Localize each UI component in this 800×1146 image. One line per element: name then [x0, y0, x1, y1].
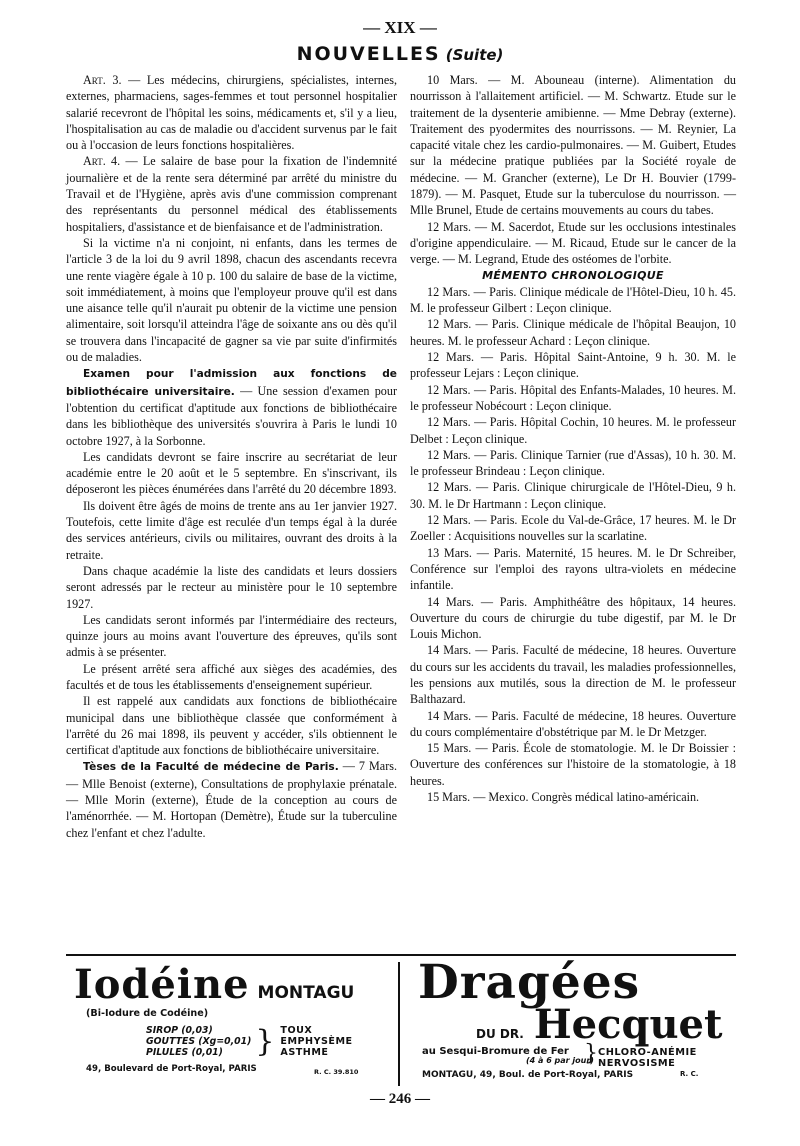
ads-divider: [398, 962, 400, 1086]
paragraph-text: — Le salaire de base pour la fixation de l'indemnité journalière et de la rente sera déterminé par arrêté du ministre du Travail et de l'Hygiène, après avis d'une commission comprenant des représentants du personnel médical des établissements hospitaliers, d'assistance et de bienfaisance et de l'administration.: [66, 154, 397, 234]
left-paragraph: [66, 661, 397, 694]
section-title: [0, 43, 800, 65]
memento-entry: 12 Mars. — Paris. Hôpital Cochin, 10 heures. M. le professeur Delbet : Leçon clinique.: [410, 415, 736, 446]
ad-iodeine-brand: Iodéine: [74, 961, 250, 1008]
memento-entry: 12 Mars. — Paris. Ecole du Val-de-Grâce, 17 heures. M. le Dr Zoeller : Acquisitions nouvelles sur la scarlatine.: [410, 513, 736, 544]
theses-paragraph: 12 Mars. — M. Sacerdot, Etude sur les occlusions intestinales d'origine appendiculaire. — M. Ricaud, Etude sur le cancer de la verge. — M. Legrand, Etude des ostéomes de l'orbite.: [410, 219, 736, 267]
ad-hecquet-name: Hecquet: [533, 1001, 723, 1048]
ad-hecquet-address: MONTAGU, 49, Boul. de Port-Royal, PARIS: [422, 1070, 634, 1080]
paragraph-text: Il est rappelé aux candidats aux fonctions de bibliothécaire municipal dans une bibliothèque classée que conformément à l'arrêté du 26 mai 1898, ils peuvent y accéder, s'ils obtiennent le certificat d'aptitude aux fonctions de bibliothécaire universitaire.: [66, 694, 397, 758]
dosage-gouttes: GOUTTES (Xg=0,01): [146, 1036, 252, 1047]
memento-entry: 14 Mars. — Paris. Faculté de médecine, 18 heures. Ouverture du cours complémentaire d'obstétrique par M. le Dr Metzger.: [410, 708, 736, 739]
memento-entry: 15 Mars. — Mexico. Congrès médical latino-américain.: [427, 790, 700, 805]
brace-icon: }: [255, 1024, 275, 1059]
left-paragraph: [66, 758, 397, 840]
title-nouvelles: NOUVELLES: [296, 43, 441, 65]
ad-dragees-hecquet: [418, 955, 738, 1088]
ad-du-dr: DU DR.: [476, 1027, 524, 1041]
memento-entry: 14 Mars. — Paris. Faculté de médecine, 18 heures. Ouverture du cours sur les accidents du travail, les maladies professionnelles, les pensions aux mutilés, sous la direction de M. le professeur Balthazard.: [410, 643, 736, 707]
memento-entry: 12 Mars. — Paris. Clinique médicale de l'hôpital Beaujon, 10 heures. M. le professeur Achard : Leçon clinique.: [410, 317, 736, 348]
memento-list: [410, 284, 736, 806]
memento-title: MÉMENTO CHRONOLOGIQUE: [482, 268, 664, 282]
dosage-pilules: PILULES (0,01): [146, 1047, 223, 1058]
paragraph-text: — Une session d'examen pour l'obtention du certificat d'aptitude aux fonctions de bibliothécaire dans les bibliothèque des universités s'ouvrira à Paris le lundi 10 octobre 1927, à la Sorbonne.: [66, 383, 397, 448]
left-paragraph: [66, 153, 397, 234]
title-suite: (Suite): [445, 46, 504, 64]
left-paragraph: [66, 72, 397, 153]
ad-iodeine-sub: (Bi-Iodure de Codéine): [86, 1008, 209, 1019]
ad-hecquet-indications: [598, 1047, 697, 1069]
left-paragraph: [66, 235, 397, 365]
right-column: [410, 72, 736, 805]
left-paragraph: [66, 612, 397, 661]
memento-entry: 15 Mars. — Paris. École de stomatologie. M. le Dr Boissier : Ouverture des conférences sur l'histoire de la stomatologie, à 18 heures.: [410, 741, 736, 788]
paragraph-text: Les candidats devront se faire inscrire au secrétariat de leur académie entre le 20 août et le 5 septembre. En s'inscrivant, ils déposeront les pièces énumérées dans l'arrêté du 20 décembre 1893.: [66, 449, 397, 497]
page-roman-header: — XIX —: [363, 18, 437, 37]
ad-iodeine-maker: MONTAGU: [257, 983, 355, 1003]
theses-continued: [410, 72, 736, 268]
ad-hecquet-rc: R. C.: [680, 1070, 699, 1078]
left-column: [66, 72, 397, 841]
indication-emphyseme: EMPHYSÈME: [280, 1036, 353, 1047]
memento-entry: 12 Mars. — Paris. Clinique chirurgicale de l'Hôtel-Dieu, 9 h. 30. M. le Dr Hartmann : Leçon clinique.: [410, 480, 736, 511]
left-paragraph: [66, 563, 397, 612]
indication-toux: TOUX: [280, 1025, 313, 1036]
left-paragraph: [66, 449, 397, 498]
paragraph-lead: Art. 3.: [83, 73, 122, 87]
memento-entry: 13 Mars. — Paris. Maternité, 15 heures. M. le Dr Schreiber, Conférence sur l'emploi des rayons ultra-violets en médecine infantile.: [410, 545, 736, 593]
memento-entry: 12 Mars. — Paris. Clinique Tarnier (rue d'Assas), 10 h. 30. M. le professeur Brindeau : Leçon clinique.: [410, 447, 736, 479]
paragraph-lead: Examen pour l'admission aux fonctions de bibliothécaire universitaire.: [66, 368, 397, 398]
paragraph-text: Ils doivent être âgés de moins de trente ans au 1er janvier 1927. Toutefois, cette limite d'âge est reculée d'un temps égal à la durée des services antérieurs, civils ou militaires, ouvrant des droits à la retraite.: [66, 498, 397, 562]
ad-dragees-brand: Dragées: [418, 955, 641, 1010]
paragraph-text: Le présent arrêté sera affiché aux sièges des académies, des facultés et de tous les établissements d'enseignement supérieur.: [66, 661, 397, 692]
ad-iodeine-rc: R. C. 39.810: [314, 1068, 359, 1076]
indication-nervosisme: NERVOSISME: [598, 1058, 676, 1069]
left-paragraph: [66, 365, 397, 448]
ad-iodeine-dosage: [146, 1025, 386, 1058]
memento-entry: 12 Mars. — Paris. Hôpital Saint-Antoine, 9 h. 30. M. le professeur Lejars : Leçon clinique.: [410, 350, 736, 381]
paragraph-text: — 7 Mars. — Mlle Benoist (externe), Consultations de prophylaxie prénatale. — Mlle Morin (externe), Étude de la conception au cours de l'aménorrhée. — M. Hortopan (Demètre), Étude sur la tuberculine chez l'enfant et chez l'adulte.: [66, 759, 397, 840]
left-paragraph: [66, 498, 397, 563]
indication-asthme: ASTHME: [280, 1047, 329, 1058]
paragraph-lead: Tèses de la Faculté de médecine de Paris.: [83, 761, 339, 774]
dosage-sirop: SIROP (0,03): [146, 1025, 213, 1036]
paragraph-text: Dans chaque académie la liste des candidats et leurs dossiers seront adressés par le recteur au ministère pour le 10 septembre 1927.: [66, 563, 397, 611]
paragraph-text: Les candidats seront informés par l'intermédiaire des recteurs, quinze jours au moins avant l'ouverture des épreuves, qu'ils sont admis à se présenter.: [66, 612, 397, 660]
left-paragraph: [66, 693, 397, 758]
ad-dose: (4 à 6 par jour): [526, 1056, 594, 1065]
paragraph-lead: Art. 4.: [83, 154, 121, 169]
memento-entry: 12 Mars. — Paris. Clinique médicale de l'Hôtel-Dieu, 10 h. 45. M. le professeur Gilbert : Leçon clinique.: [410, 284, 736, 316]
ad-iodeine: [74, 961, 389, 1076]
ad-sesqui-bromure: au Sesqui-Bromure de Fer: [422, 1046, 569, 1057]
indication-chloro-anemie: CHLORO-ANÉMIE: [598, 1047, 697, 1058]
memento-entry: 14 Mars. — Paris. Amphithéâtre des hôpitaux, 14 heures. Ouverture du cours de chirurgie du tube digestif, par M. le Dr Louis Michon.: [410, 594, 736, 642]
theses-paragraph: 10 Mars. — M. Abouneau (interne). Alimentation du nourrisson à l'allaitement artificiel. — M. Schwartz. Etude sur le traitement de la dysenterie amibienne. — Mme Debray (externe). Traitement des pyodermites des nourrissons. — M. Reynier, La capacité vitale chez les cardio-pulmonaires. — M. Guibert, Etudes sur la médecine pratique publiées par la Société royale de médecine. — M. Grancher (externe), Le Dr H. Bouvier (1799-1879). — M. Pasquet, Etude sur la tuberculose du nourrisson. — Mlle Brunel, Etude de certains mouvements au cours du tabes.: [410, 73, 736, 218]
ad-iodeine-address: 49, Boulevard de Port-Royal, PARIS: [86, 1064, 257, 1074]
page-number: — 246 —: [370, 1091, 430, 1107]
memento-entry: 12 Mars. — Paris. Hôpital des Enfants-Malades, 10 heures. M. le professeur Nobécourt : Leçon clinique.: [410, 382, 736, 413]
paragraph-text: Si la victime n'a ni conjoint, ni enfants, dans les termes de l'article 3 de la loi du 9 avril 1898, chacun des ascendants recevra une rente viagère égale à 10 p. 100 du salaire de base de la victime, soit immédiatement, à moins que l'employeur prouve qu'il est dans une aisance telle qu'il n'aurait pu obtenir de la victime une pension alimentaire, soit lorsqu'il atteindra l'âge de soixante ans ou dès qu'il se trouvera dans l'incapacité de gagner sa vie par suite d'infirmités ou de maladies.: [66, 235, 397, 365]
brace-icon: }: [584, 1041, 598, 1066]
paragraph-text: — Les médecins, chirurgiens, spécialistes, internes, externes, pharmaciens, sages-femmes et tout personnel hospitalier salarié recevront de l'hôpital les soins, médicaments et, s'il y a lieu, l'hospitalisation au cas de maladie ou d'accident survenus par le fait ou à l'occasion de leurs fonctions hospitalières.: [66, 73, 397, 153]
